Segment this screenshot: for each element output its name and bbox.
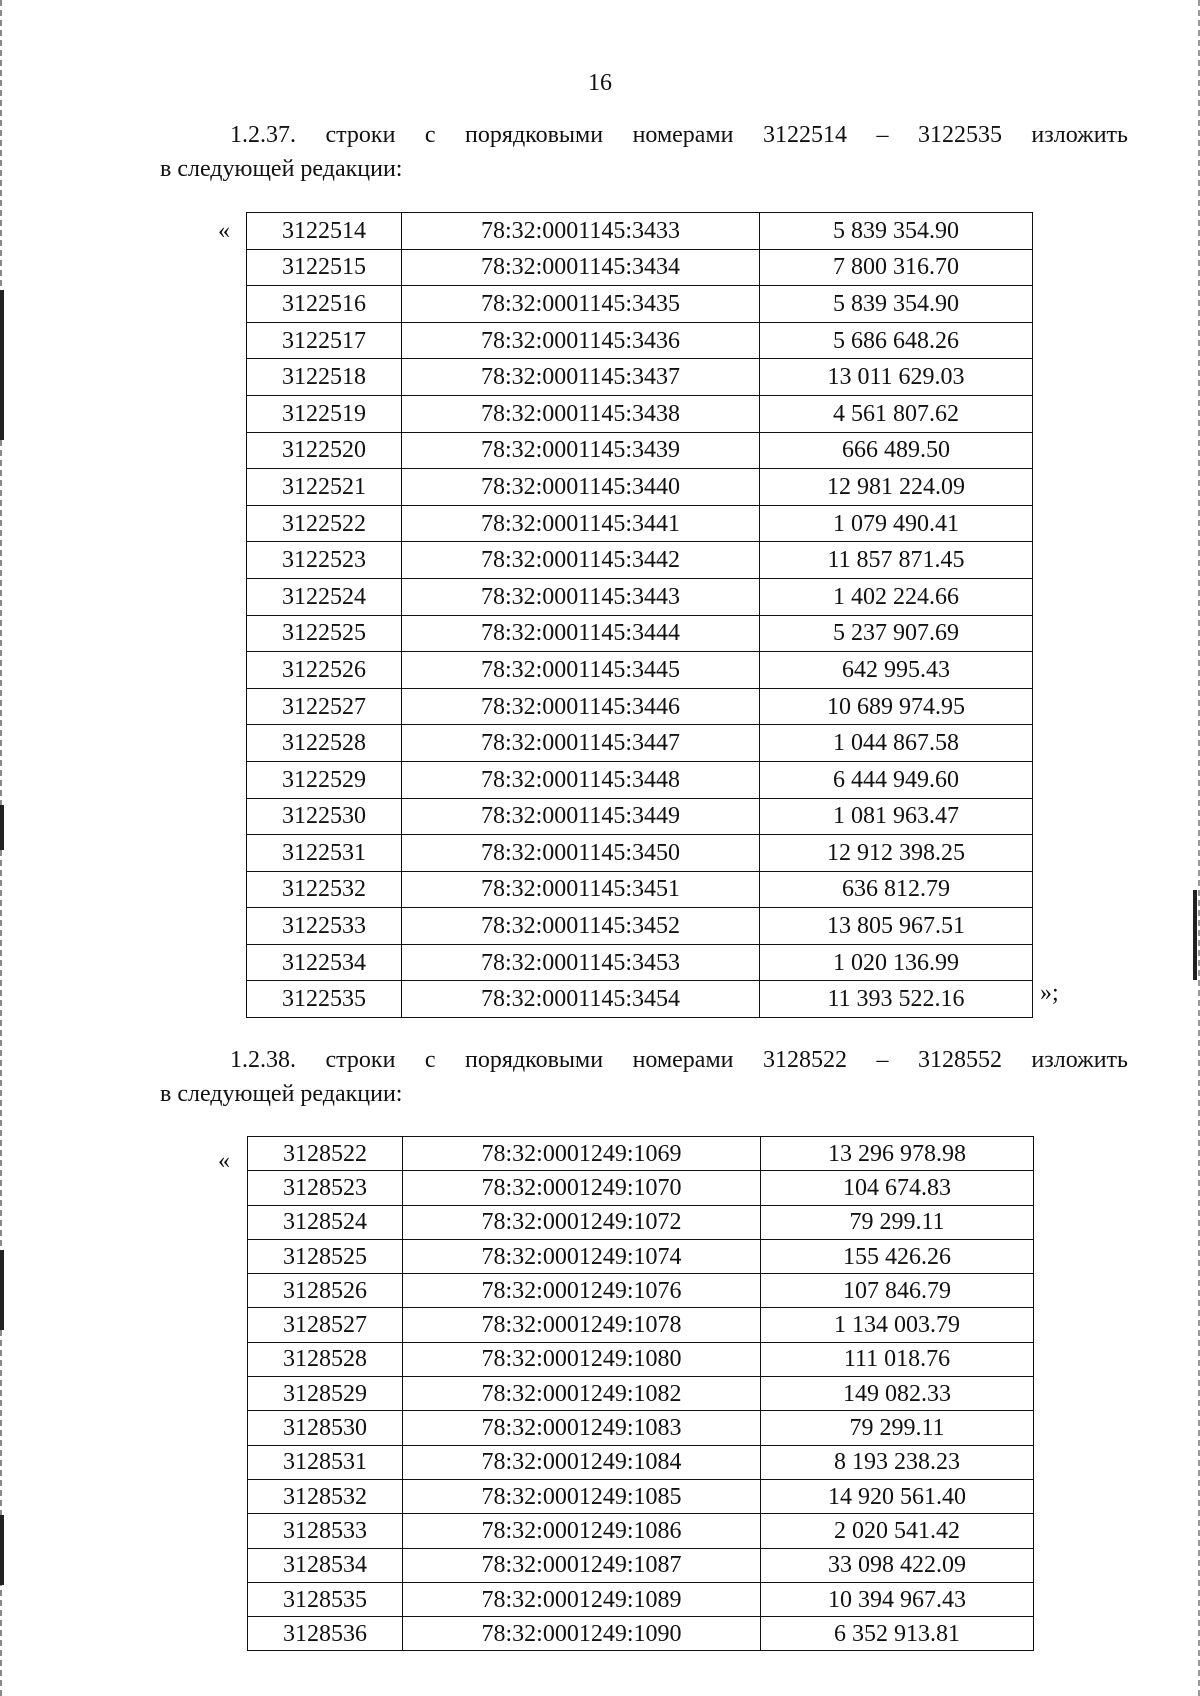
row-number-cell: 3128532 <box>248 1479 403 1513</box>
table-row <box>248 1239 1034 1273</box>
value-cell: 5 237 907.69 <box>760 615 1033 652</box>
value-cell: 11 857 871.45 <box>760 542 1033 579</box>
table-row <box>247 871 1033 908</box>
row-number-cell: 3122535 <box>247 981 402 1018</box>
cadastral-number-cell: 78:32:0001145:3438 <box>402 395 760 432</box>
cadastral-number-cell: 78:32:0001145:3453 <box>402 944 760 981</box>
scan-mark <box>0 1250 4 1330</box>
value-cell: 13 296 978.98 <box>761 1137 1034 1171</box>
table-row <box>248 1171 1034 1205</box>
cadastral-number-cell: 78:32:0001145:3433 <box>402 213 760 250</box>
section-38-intro <box>160 1043 1128 1111</box>
value-cell: 33 098 422.09 <box>761 1548 1034 1582</box>
row-number-cell: 3122526 <box>247 652 402 689</box>
row-number-cell: 3122514 <box>247 213 402 250</box>
value-cell: 1 134 003.79 <box>761 1308 1034 1342</box>
row-number-cell: 3122521 <box>247 469 402 506</box>
table-row <box>247 359 1033 396</box>
table-row <box>247 944 1033 981</box>
quote-open: « <box>218 218 230 244</box>
value-cell: 149 082.33 <box>761 1377 1034 1411</box>
cadastral-number-cell: 78:32:0001145:3435 <box>402 286 760 323</box>
cadastral-number-cell: 78:32:0001249:1072 <box>403 1205 761 1239</box>
row-number-cell: 3122522 <box>247 505 402 542</box>
row-number-cell: 3122527 <box>247 688 402 725</box>
value-cell: 14 920 561.40 <box>761 1479 1034 1513</box>
cadastral-number-cell: 78:32:0001145:3442 <box>402 542 760 579</box>
cadastral-number-cell: 78:32:0001145:3449 <box>402 798 760 835</box>
value-cell: 111 018.76 <box>761 1342 1034 1376</box>
value-cell: 5 839 354.90 <box>760 286 1033 323</box>
row-number-cell: 3128530 <box>248 1411 403 1445</box>
section-38-intro-line2: в следующей редакции: <box>160 1081 403 1107</box>
table-row <box>247 213 1033 250</box>
table-row <box>247 688 1033 725</box>
row-number-cell: 3128535 <box>248 1582 403 1616</box>
value-cell: 1 044 867.58 <box>760 725 1033 762</box>
section-37-intro-line2: в следующей редакции: <box>160 156 403 182</box>
value-cell: 2 020 541.42 <box>761 1514 1034 1548</box>
table-section-37 <box>246 212 1033 1018</box>
value-cell: 6 352 913.81 <box>761 1617 1034 1651</box>
cadastral-number-cell: 78:32:0001145:3439 <box>402 432 760 469</box>
table-row <box>248 1137 1034 1171</box>
table-row <box>248 1445 1034 1479</box>
table-row <box>247 395 1033 432</box>
cadastral-number-cell: 78:32:0001249:1089 <box>403 1582 761 1616</box>
scan-edge-right <box>1196 0 1200 1696</box>
cadastral-number-cell: 78:32:0001249:1078 <box>403 1308 761 1342</box>
value-cell: 1 081 963.47 <box>760 798 1033 835</box>
table-row <box>248 1274 1034 1308</box>
table-row <box>247 981 1033 1018</box>
row-number-cell: 3128523 <box>248 1171 403 1205</box>
scan-mark <box>0 290 4 440</box>
cadastral-number-cell: 78:32:0001145:3436 <box>402 322 760 359</box>
value-cell: 6 444 949.60 <box>760 761 1033 798</box>
value-cell: 13 805 967.51 <box>760 908 1033 945</box>
row-number-cell: 3122533 <box>247 908 402 945</box>
cadastral-number-cell: 78:32:0001249:1084 <box>403 1445 761 1479</box>
section-37-intro <box>160 118 1128 186</box>
cadastral-number-cell: 78:32:0001145:3437 <box>402 359 760 396</box>
table-row <box>247 286 1033 323</box>
row-number-cell: 3128525 <box>248 1239 403 1273</box>
cadastral-number-cell: 78:32:0001249:1074 <box>403 1239 761 1273</box>
table-row <box>247 505 1033 542</box>
row-number-cell: 3128529 <box>248 1377 403 1411</box>
value-cell: 4 561 807.62 <box>760 395 1033 432</box>
value-cell: 104 674.83 <box>761 1171 1034 1205</box>
value-cell: 107 846.79 <box>761 1274 1034 1308</box>
table-row <box>248 1377 1034 1411</box>
row-number-cell: 3128534 <box>248 1548 403 1582</box>
table-row <box>248 1514 1034 1548</box>
cadastral-number-cell: 78:32:0001145:3446 <box>402 688 760 725</box>
cadastral-number-cell: 78:32:0001249:1082 <box>403 1377 761 1411</box>
table-row <box>248 1582 1034 1616</box>
section-38-intro-line1: 1.2.38. строки с порядковыми номерами 3128522 – 3128552 изложить <box>230 1047 1128 1073</box>
cadastral-number-cell: 78:32:0001249:1069 <box>403 1137 761 1171</box>
row-number-cell: 3128522 <box>248 1137 403 1171</box>
scan-mark <box>1193 890 1197 980</box>
cadastral-number-cell: 78:32:0001249:1090 <box>403 1617 761 1651</box>
value-cell: 8 193 238.23 <box>761 1445 1034 1479</box>
value-cell: 79 299.11 <box>761 1411 1034 1445</box>
table-row <box>247 835 1033 872</box>
table-row <box>248 1308 1034 1342</box>
cadastral-number-cell: 78:32:0001145:3434 <box>402 249 760 286</box>
row-number-cell: 3122516 <box>247 286 402 323</box>
cadastral-number-cell: 78:32:0001249:1070 <box>403 1171 761 1205</box>
table-row <box>248 1479 1034 1513</box>
value-cell: 5 839 354.90 <box>760 213 1033 250</box>
row-number-cell: 3128528 <box>248 1342 403 1376</box>
cadastral-number-cell: 78:32:0001145:3451 <box>402 871 760 908</box>
table-row <box>247 322 1033 359</box>
cadastral-number-cell: 78:32:0001145:3444 <box>402 615 760 652</box>
row-number-cell: 3122518 <box>247 359 402 396</box>
cadastral-number-cell: 78:32:0001145:3452 <box>402 908 760 945</box>
table-row <box>247 798 1033 835</box>
table-row <box>248 1411 1034 1445</box>
scan-mark <box>0 1515 4 1585</box>
quote-close: »; <box>1040 980 1059 1006</box>
row-number-cell: 3122515 <box>247 249 402 286</box>
cadastral-number-cell: 78:32:0001249:1085 <box>403 1479 761 1513</box>
cadastral-number-cell: 78:32:0001249:1086 <box>403 1514 761 1548</box>
value-cell: 1 079 490.41 <box>760 505 1033 542</box>
table-row <box>247 761 1033 798</box>
cadastral-number-cell: 78:32:0001249:1080 <box>403 1342 761 1376</box>
quote-open: « <box>218 1148 230 1174</box>
table-row <box>247 615 1033 652</box>
table-row <box>248 1617 1034 1651</box>
table-row <box>247 578 1033 615</box>
value-cell: 13 011 629.03 <box>760 359 1033 396</box>
row-number-cell: 3122517 <box>247 322 402 359</box>
value-cell: 1 020 136.99 <box>760 944 1033 981</box>
value-cell: 666 489.50 <box>760 432 1033 469</box>
row-number-cell: 3122520 <box>247 432 402 469</box>
table-row <box>247 469 1033 506</box>
value-cell: 5 686 648.26 <box>760 322 1033 359</box>
row-number-cell: 3122525 <box>247 615 402 652</box>
section-37-intro-line1: 1.2.37. строки с порядковыми номерами 3122514 – 3122535 изложить <box>230 122 1128 148</box>
table-section-38 <box>247 1136 1034 1651</box>
cadastral-number-cell: 78:32:0001145:3454 <box>402 981 760 1018</box>
value-cell: 636 812.79 <box>760 871 1033 908</box>
row-number-cell: 3122530 <box>247 798 402 835</box>
value-cell: 10 394 967.43 <box>761 1582 1034 1616</box>
cadastral-number-cell: 78:32:0001145:3443 <box>402 578 760 615</box>
row-number-cell: 3122524 <box>247 578 402 615</box>
row-number-cell: 3128524 <box>248 1205 403 1239</box>
row-number-cell: 3122529 <box>247 761 402 798</box>
value-cell: 155 426.26 <box>761 1239 1034 1273</box>
table-row <box>247 725 1033 762</box>
value-cell: 10 689 974.95 <box>760 688 1033 725</box>
row-number-cell: 3128526 <box>248 1274 403 1308</box>
row-number-cell: 3128536 <box>248 1617 403 1651</box>
table-row <box>248 1205 1034 1239</box>
value-cell: 79 299.11 <box>761 1205 1034 1239</box>
value-cell: 11 393 522.16 <box>760 981 1033 1018</box>
table-row <box>248 1548 1034 1582</box>
value-cell: 1 402 224.66 <box>760 578 1033 615</box>
value-cell: 642 995.43 <box>760 652 1033 689</box>
row-number-cell: 3122519 <box>247 395 402 432</box>
value-cell: 12 912 398.25 <box>760 835 1033 872</box>
row-number-cell: 3128533 <box>248 1514 403 1548</box>
cadastral-number-cell: 78:32:0001249:1087 <box>403 1548 761 1582</box>
scan-mark <box>0 805 4 850</box>
cadastral-number-cell: 78:32:0001249:1076 <box>403 1274 761 1308</box>
cadastral-number-cell: 78:32:0001145:3441 <box>402 505 760 542</box>
cadastral-number-cell: 78:32:0001249:1083 <box>403 1411 761 1445</box>
table-row <box>248 1342 1034 1376</box>
value-cell: 12 981 224.09 <box>760 469 1033 506</box>
table-row <box>247 432 1033 469</box>
table-row <box>247 542 1033 579</box>
table-row <box>247 908 1033 945</box>
row-number-cell: 3128527 <box>248 1308 403 1342</box>
cadastral-number-cell: 78:32:0001145:3448 <box>402 761 760 798</box>
cadastral-number-cell: 78:32:0001145:3440 <box>402 469 760 506</box>
table-row <box>247 249 1033 286</box>
cadastral-number-cell: 78:32:0001145:3450 <box>402 835 760 872</box>
row-number-cell: 3122534 <box>247 944 402 981</box>
row-number-cell: 3122523 <box>247 542 402 579</box>
row-number-cell: 3122532 <box>247 871 402 908</box>
value-cell: 7 800 316.70 <box>760 249 1033 286</box>
page-number: 16 <box>588 70 612 96</box>
row-number-cell: 3128531 <box>248 1445 403 1479</box>
cadastral-number-cell: 78:32:0001145:3445 <box>402 652 760 689</box>
cadastral-number-cell: 78:32:0001145:3447 <box>402 725 760 762</box>
table-row <box>247 652 1033 689</box>
row-number-cell: 3122531 <box>247 835 402 872</box>
row-number-cell: 3122528 <box>247 725 402 762</box>
